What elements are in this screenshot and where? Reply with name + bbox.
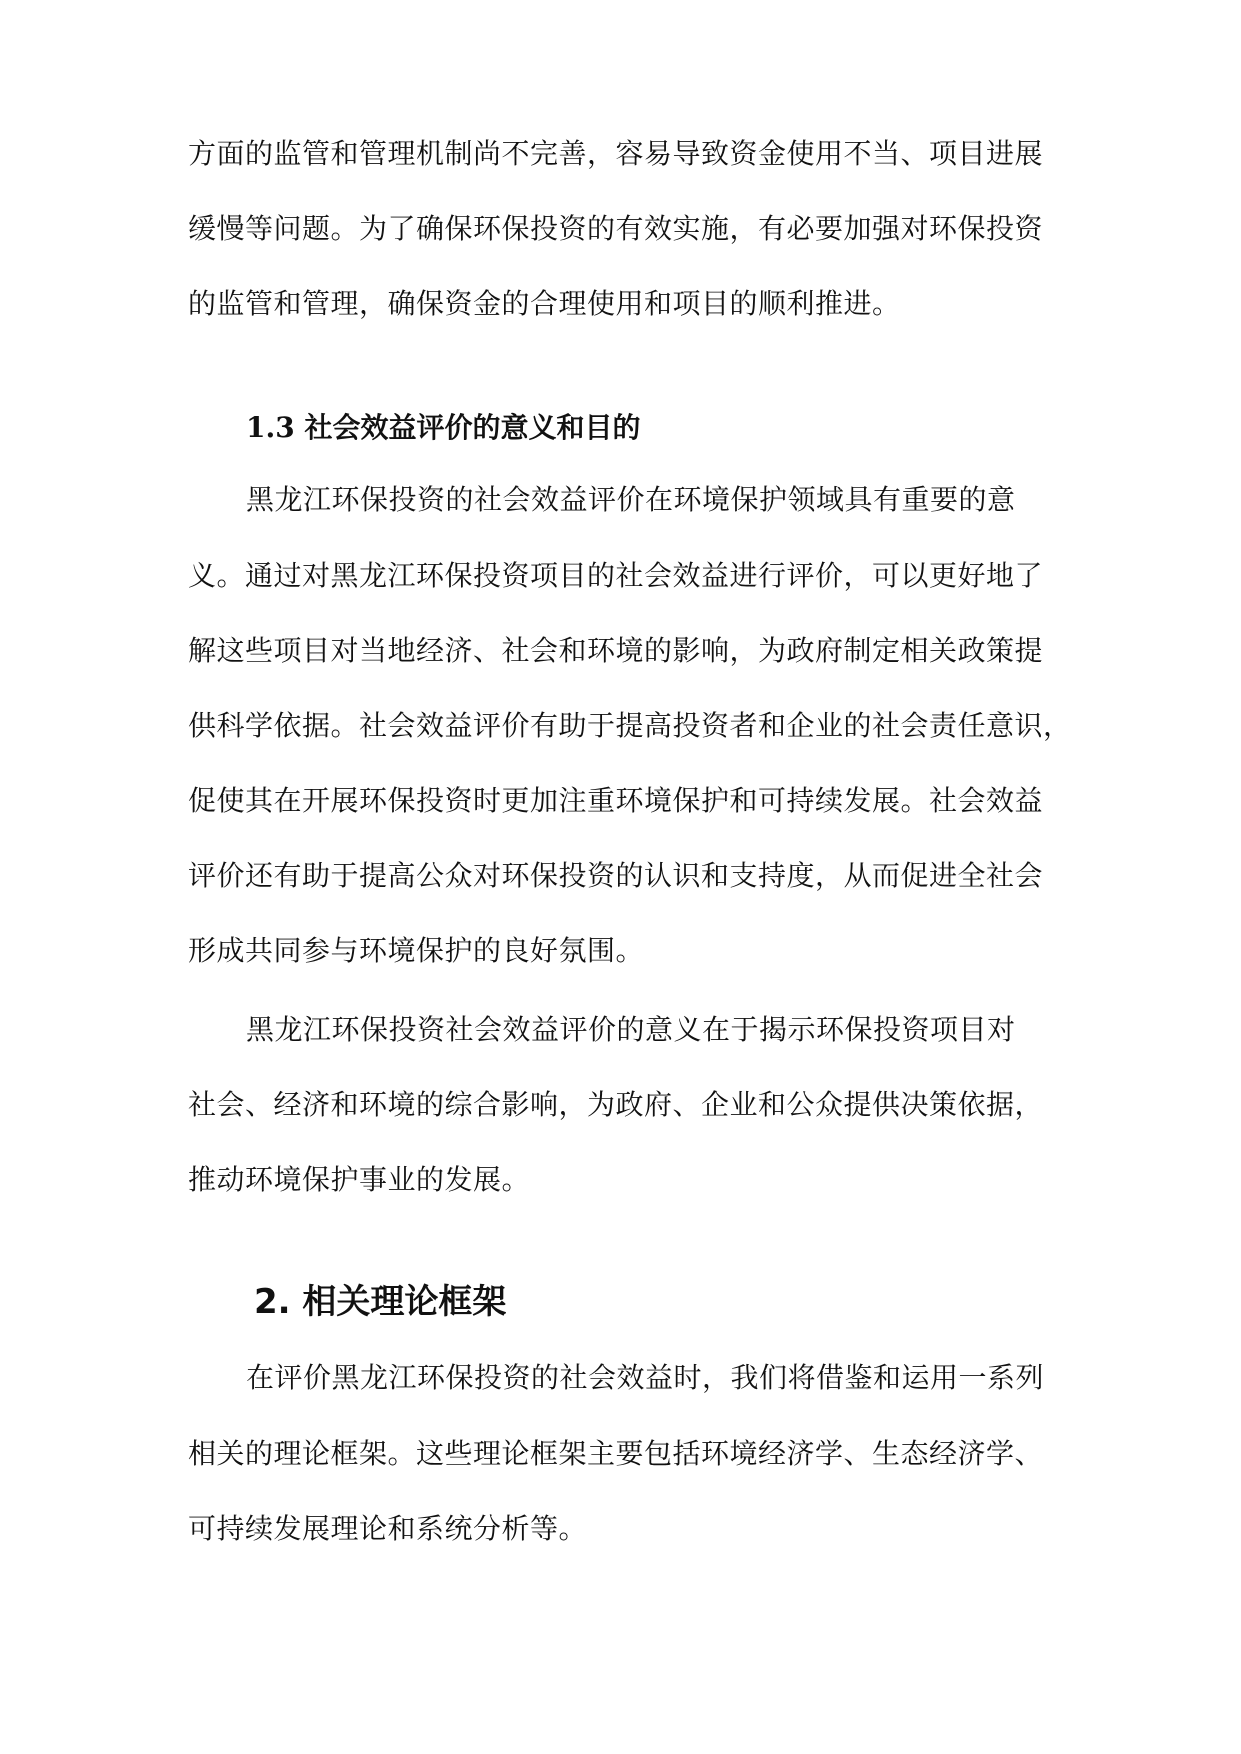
paragraph-line: 推动环境保护事业的发展。 (188, 1163, 531, 1196)
paragraph-line: 相关的理论框架。这些理论框架主要包括环境经济学、生态经济学、 (188, 1437, 1044, 1470)
paragraph-line: 黑龙江环保投资的社会效益评价在环境保护领域具有重要的意 (246, 483, 1016, 516)
paragraph-line: 形成共同参与环境保护的良好氛围。 (188, 934, 645, 967)
section-heading-2: 2. 相关理论框架 (254, 1282, 507, 1322)
paragraph-line: 的监管和管理，确保资金的合理使用和项目的顺利推进。 (188, 287, 901, 320)
paragraph-line: 供科学依据。社会效益评价有助于提高投资者和企业的社会责任意识， (188, 709, 1072, 742)
section-heading-1-3: 1.3 社会效益评价的意义和目的 (246, 411, 641, 444)
paragraph-line: 义。通过对黑龙江环保投资项目的社会效益进行评价，可以更好地了 (188, 559, 1044, 592)
paragraph-line: 方面的监管和管理机制尚不完善，容易导致资金使用不当、项目进展 (188, 137, 1044, 170)
paragraph-line: 在评价黑龙江环保投资的社会效益时，我们将借鉴和运用一系列 (246, 1361, 1045, 1394)
paragraph-line: 解这些项目对当地经济、社会和环境的影响，为政府制定相关政策提 (188, 634, 1044, 667)
paragraph-line: 黑龙江环保投资社会效益评价的意义在于揭示环保投资项目对 (246, 1013, 1016, 1046)
paragraph-line: 缓慢等问题。为了确保环保投资的有效实施，有必要加强对环保投资 (188, 212, 1044, 245)
paragraph-line: 评价还有助于提高公众对环保投资的认识和支持度，从而促进全社会 (188, 859, 1044, 892)
paragraph-line: 可持续发展理论和系统分析等。 (188, 1512, 588, 1545)
paragraph-line: 社会、经济和环境的综合影响，为政府、企业和公众提供决策依据， (188, 1088, 1044, 1121)
paragraph-line: 促使其在开展环保投资时更加注重环境保护和可持续发展。社会效益 (188, 784, 1044, 817)
